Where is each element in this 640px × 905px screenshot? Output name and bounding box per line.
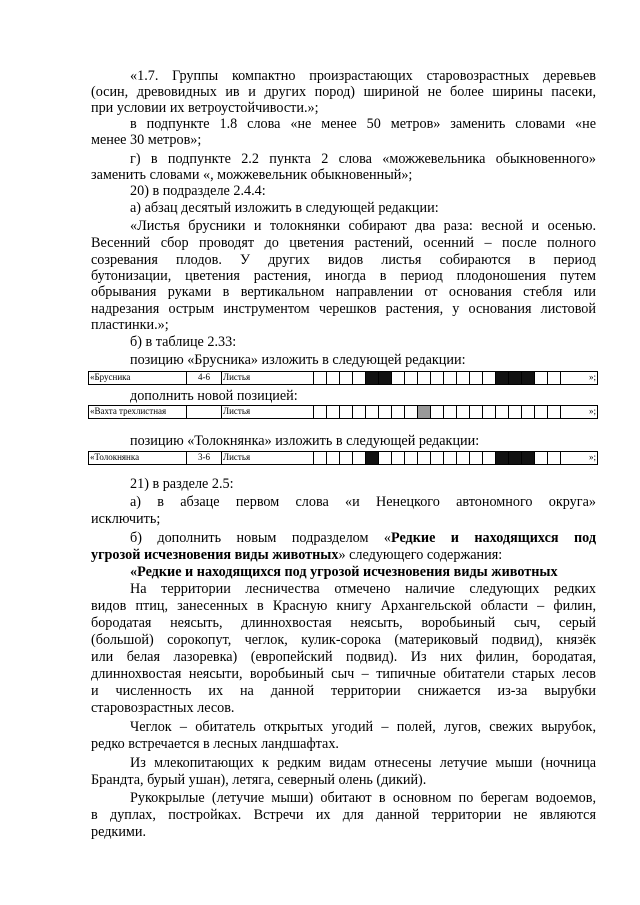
paragraph-line: На территории лесничества отмечено наличие следующих редких bbox=[130, 581, 596, 597]
paragraph-line: Брандта, бурый ушан), летяга, северный олень (дикий). bbox=[91, 772, 427, 788]
table-row-brusnika bbox=[88, 371, 598, 385]
paragraph-line: 20) в подразделе 2.4.4: bbox=[130, 183, 266, 199]
section-heading: «Редкие и находящихся под угрозой исчезновения виды животных bbox=[130, 564, 558, 580]
paragraph-line: исключить; bbox=[91, 511, 161, 527]
years-cell: 3-6 bbox=[187, 452, 222, 465]
paragraph-line: редко встречается в лесных ландшафтах. bbox=[91, 736, 339, 752]
paragraph-line: или белая лазоревка) (европейский подвид). Из них филин, бородатая, bbox=[91, 649, 596, 665]
paragraph-line: в дуплах, постройках. Встречи их для данной территории не являются bbox=[91, 807, 596, 823]
paragraph-line: старовозрастных лесов. bbox=[91, 700, 235, 716]
paragraph-line: обрывания руками в вертикальном направлении от основания стебля или bbox=[91, 284, 596, 300]
paragraph-line: редкими. bbox=[91, 824, 147, 840]
paragraph-line: б) в таблице 2.33: bbox=[130, 334, 237, 350]
part-cell: Листья bbox=[222, 372, 314, 385]
paragraph-line: Весенний сбор проводят до цветения растений, осенний – после полного bbox=[91, 235, 596, 251]
paragraph-line: созревания плодов. У других видов листья собираются в период bbox=[91, 252, 596, 268]
paragraph-line: г) в подпункте 2.2 пункта 2 слова «можжевельника обыкновенного» bbox=[130, 151, 596, 167]
paragraph-line: Рукокрылые (летучие мыши) обитают в основном по берегам водоемов, bbox=[130, 790, 596, 806]
paragraph-line: надрезания острым инструментом черешков растения, у основания листовой bbox=[91, 301, 596, 317]
paragraph-line: бородатая неясыть, длиннохвостая неясыть, воробьиный сыч, серый bbox=[91, 615, 596, 631]
paragraph-line: 21) в разделе 2.5: bbox=[130, 476, 234, 492]
part-cell: Листья bbox=[222, 452, 314, 465]
paragraph-line: а) в абзаце первом слова «и Ненецкого автономного округа» bbox=[130, 494, 596, 510]
table-row-toloknyanka bbox=[88, 451, 598, 465]
paragraph-line: и численность их на данной территории снижается из-за вырубки bbox=[91, 683, 596, 699]
plant-name-cell: «Брусника bbox=[89, 372, 187, 385]
plant-name-cell: «Вахта трехлистная bbox=[89, 406, 187, 419]
paragraph-line: угрозой исчезновения виды животных» следующего содержания: bbox=[91, 547, 503, 563]
row-end-cell: »; bbox=[561, 372, 598, 385]
paragraph-line: Чеглок – обитатель открытых угодий – полей, лугов, свежих вырубок, bbox=[130, 719, 596, 735]
paragraph-line: б) дополнить новым подразделом «Редкие и находящихся под bbox=[130, 530, 596, 546]
paragraph-line: позицию «Толокнянка» изложить в следующей редакции: bbox=[130, 433, 480, 449]
plant-name-cell: «Толокнянка bbox=[89, 452, 187, 465]
paragraph-line: (осин, древовидных ив и других пород) шириной не более ширины пасеки, bbox=[91, 84, 596, 100]
paragraph-line: при условии их ветроустойчивости.»; bbox=[91, 100, 319, 116]
row-end-cell: »; bbox=[561, 406, 598, 419]
paragraph-line: позицию «Брусника» изложить в следующей редакции: bbox=[130, 352, 466, 368]
paragraph-line: заменить словами «, можжевельник обыкновенный»; bbox=[91, 167, 413, 183]
table-row-vakhta bbox=[88, 405, 598, 419]
paragraph-line: бутонизации, цветения растения, иногда в период плодоношения путем bbox=[91, 268, 596, 284]
paragraph-line: «Листья брусники и толокнянки собирают два раза: весной и осенью. bbox=[130, 218, 596, 234]
paragraph-line: длиннохвостая неясыти, воробьиный сыч – типичные обитатели старых лесов bbox=[91, 666, 596, 682]
paragraph-line: видов птиц, занесенных в Красную книгу Архангельской области – филин, bbox=[91, 598, 596, 614]
paragraph-line: Из млекопитающих к редким видам отнесены летучие мыши (ночница bbox=[130, 755, 596, 771]
part-cell: Листья bbox=[222, 406, 314, 419]
paragraph-line: (большой) сорокопут, чеглок, кулик-сорока (материковый подвид), князёк bbox=[91, 632, 596, 648]
paragraph-line: менее 30 метров»; bbox=[91, 132, 202, 148]
years-cell: 4-6 bbox=[187, 372, 222, 385]
paragraph-line: а) абзац десятый изложить в следующей редакции: bbox=[130, 200, 439, 216]
paragraph-line: «1.7. Группы компактно произрастающих старовозрастных деревьев bbox=[130, 68, 596, 84]
years-cell bbox=[187, 406, 222, 419]
paragraph-line: пластинки.»; bbox=[91, 317, 169, 333]
paragraph-line: дополнить новой позицией: bbox=[130, 388, 298, 404]
row-end-cell: »; bbox=[561, 452, 598, 465]
paragraph-line: в подпункте 1.8 слова «не менее 50 метров» заменить словами «не bbox=[130, 116, 596, 132]
